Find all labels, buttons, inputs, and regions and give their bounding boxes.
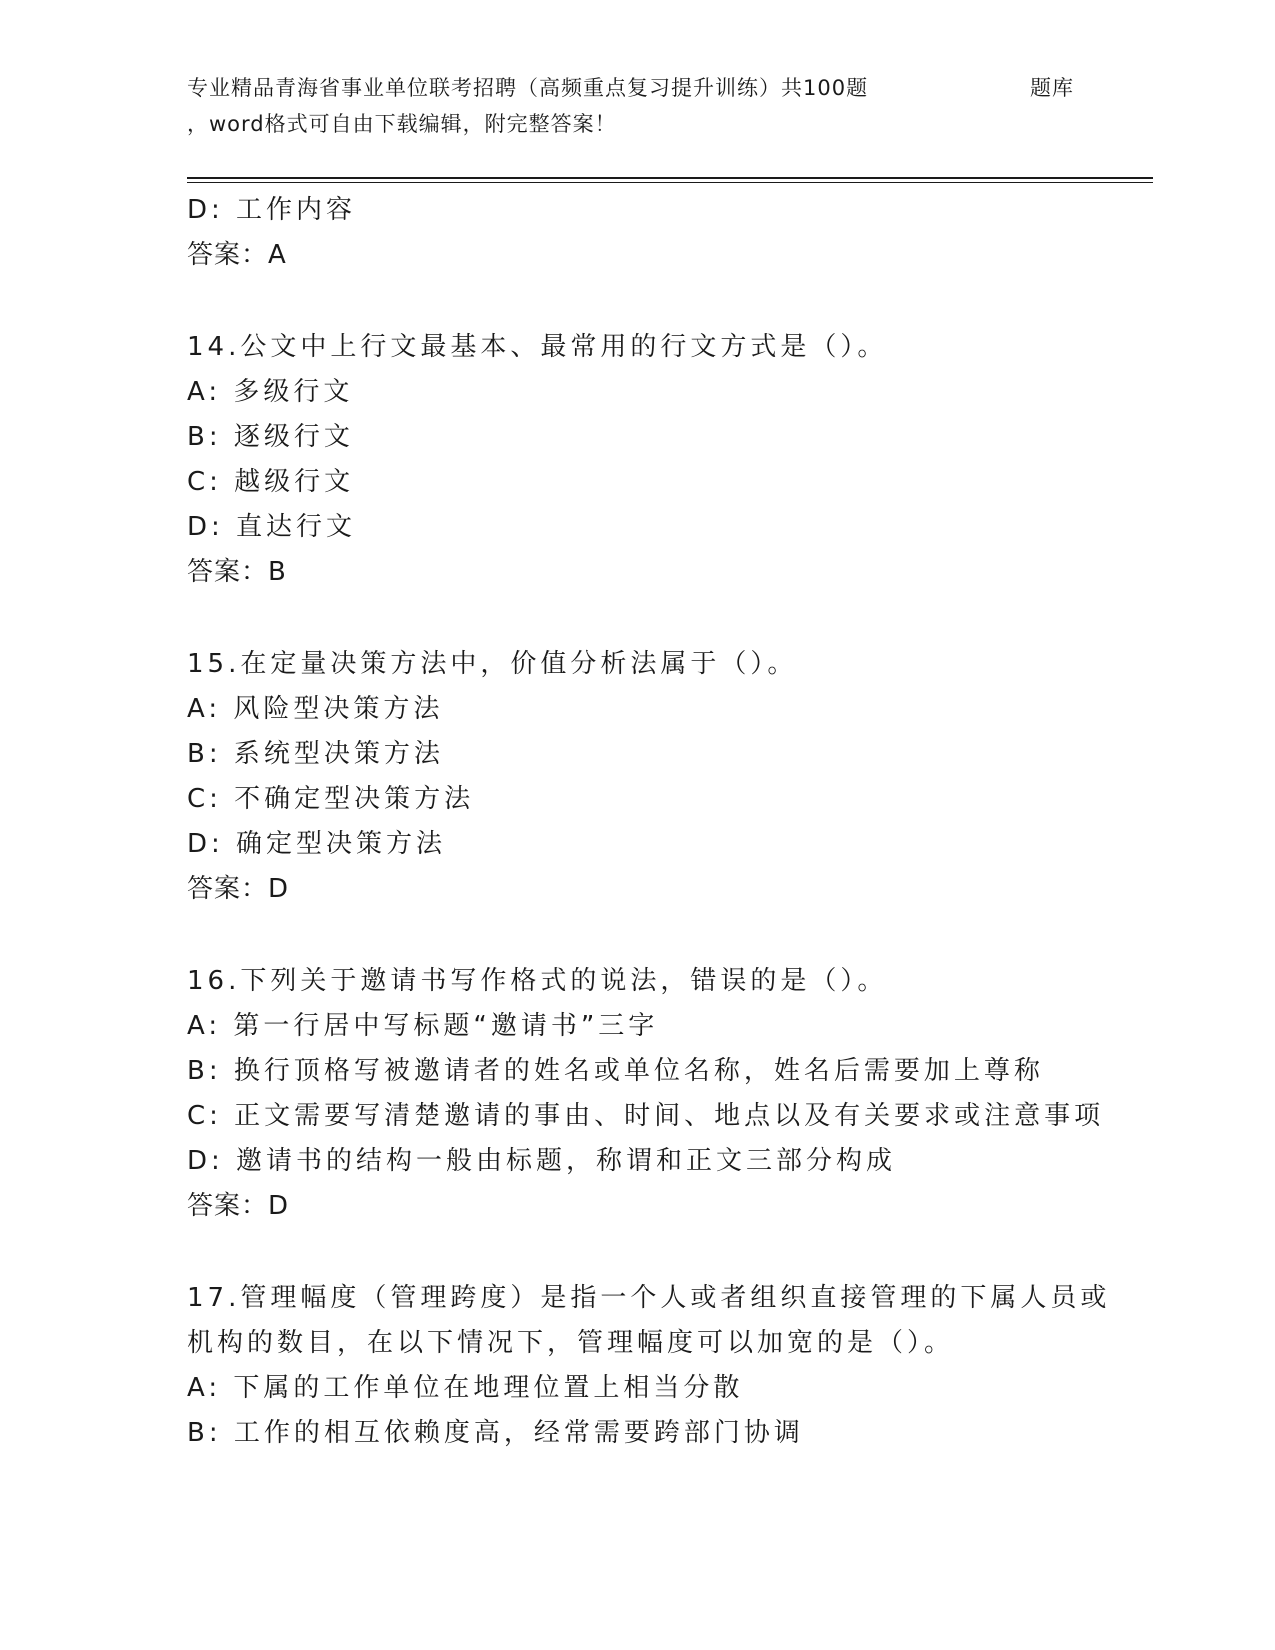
option-a: A: 下属的工作单位在地理位置上相当分散 xyxy=(187,1373,744,1403)
option-a: A: 第一行居中写标题“邀请书”三字 xyxy=(187,1011,659,1041)
option-c: C: 越级行文 xyxy=(187,467,355,497)
question-13-tail xyxy=(187,188,1087,278)
question-stem-line-1: 17.管理幅度（管理跨度）是指一个人或者组织直接管理的下属人员或 xyxy=(187,1283,1111,1313)
question-17 xyxy=(187,1276,1111,1456)
document-title-line-1: 专业精品青海省事业单位联考招聘（高频重点复习提升训练）共100题 xyxy=(187,76,869,100)
option-d: D: 确定型决策方法 xyxy=(187,829,447,859)
question-stem-line-2: 机构的数目，在以下情况下，管理幅度可以加宽的是（）。 xyxy=(187,1328,955,1358)
option-b: B: 系统型决策方法 xyxy=(187,739,444,769)
option-c: C: 正文需要写清楚邀请的事由、时间、地点以及有关要求或注意事项 xyxy=(187,1101,1105,1131)
page-header xyxy=(187,70,1147,140)
question-14 xyxy=(187,325,1087,595)
question-stem: 16.下列关于邀请书写作格式的说法，错误的是（）。 xyxy=(187,966,888,996)
document-body xyxy=(187,188,1111,1456)
option-c: C: 不确定型决策方法 xyxy=(187,784,475,814)
answer: 答案：D xyxy=(187,1191,290,1221)
answer: 答案：A xyxy=(187,240,287,270)
document-title-line-2: ，word格式可自由下载编辑，附完整答案！ xyxy=(187,112,617,136)
option-d: D: 直达行文 xyxy=(187,512,357,542)
option-a: A: 风险型决策方法 xyxy=(187,694,444,724)
option-d: D: 工作内容 xyxy=(187,195,357,225)
question-15 xyxy=(187,642,1087,912)
question-stem: 14.公文中上行文最基本、最常用的行文方式是（）。 xyxy=(187,332,888,362)
header-rule-thin xyxy=(187,182,1153,183)
header-tag: 题库 xyxy=(1030,76,1074,100)
option-d: D: 邀请书的结构一般由标题，称谓和正文三部分构成 xyxy=(187,1146,897,1176)
answer: 答案：B xyxy=(187,557,287,587)
option-b: B: 逐级行文 xyxy=(187,422,354,452)
question-stem: 15.在定量决策方法中，价值分析法属于（）。 xyxy=(187,649,798,679)
answer: 答案：D xyxy=(187,874,290,904)
question-16 xyxy=(187,959,1105,1229)
option-a: A: 多级行文 xyxy=(187,377,354,407)
header-rule-thick xyxy=(187,177,1153,179)
option-b: B: 换行顶格写被邀请者的姓名或单位名称，姓名后需要加上尊称 xyxy=(187,1056,1044,1086)
document-title xyxy=(187,70,987,142)
option-b: B: 工作的相互依赖度高，经常需要跨部门协调 xyxy=(187,1418,804,1448)
